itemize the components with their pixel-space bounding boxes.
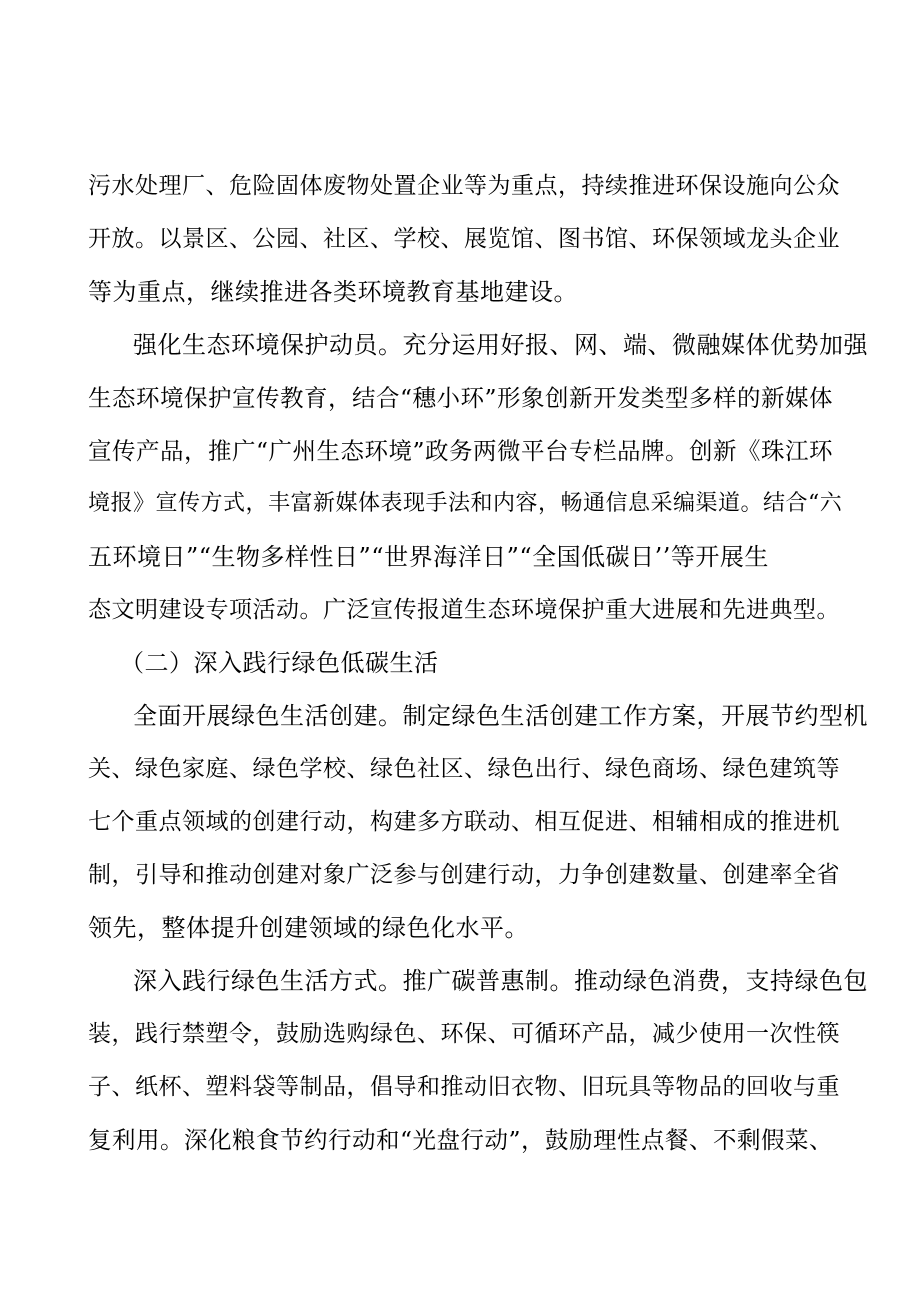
paragraph-3-line-2: 关、绿色家庭、绿色学校、绿色社区、绿色出行、绿色商场、绿色建筑等	[88, 756, 840, 782]
paragraph-3-line-1: 全面开展绿色生活创建。制定绿色生活创建工作方案，开展节约型机	[133, 702, 868, 730]
paragraph-1-line-3: 等为重点，继续推进各类环境教育基地建设。	[88, 278, 578, 306]
paragraph-2-line-4: 境报》宣传方式，丰富新媒体表现手法和内容，畅通信息采编渠道。结合“六	[88, 491, 843, 516]
paragraph-2-line-2: 生态环境保护宣传教育，结合“穗小环”形象创新开发类型多样的新媒体	[88, 384, 834, 412]
paragraph-3-line-4: 制，引导和推动创建对象广泛参与创建行动，力争创建数量、创建率全省	[88, 862, 840, 888]
paragraph-1-line-2: 开放。以景区、公园、社区、学校、展览馆、图书馆、环保领域龙头企业	[88, 226, 840, 252]
paragraph-2-line-3: 宣传产品，推广“广州生态环境”政务两微平台专栏品牌。创新《珠江环	[88, 437, 834, 465]
paragraph-4-line-4: 复利用。深化粮食节约行动和“光盘行动”，鼓励理性点餐、不剩假菜、	[88, 1126, 834, 1154]
paragraph-3-line-5: 领先，整体提升创建领域的绿色化水平。	[88, 914, 529, 942]
paragraph-4-line-2: 装，践行禁塑令，鼓励选购绿色、环保、可循环产品，减少使用一次性筷	[88, 1021, 840, 1047]
section-heading: （二）深入践行绿色低碳生活	[120, 649, 439, 677]
paragraph-2-line-5: 五环境日”“生物多样性日”“世界海洋日”“全国低碳日’’等开展生	[88, 543, 769, 571]
paragraph-3-line-3: 七个重点领域的创建行动，构建多方联动、相互促进、相辅相成的推进机	[88, 809, 840, 835]
paragraph-1-line-1: 污水处理厂、危险固体废物处置企业等为重点，持续推进环保设施向公众	[88, 173, 840, 199]
paragraph-4-line-1: 深入践行绿色生活方式。推广碳普惠制。推动绿色消费，支持绿色包	[133, 967, 868, 995]
paragraph-4-line-3: 子、纸杯、塑料袋等制品，倡导和推动旧衣物、旧玩具等物品的回收与重	[88, 1074, 840, 1100]
paragraph-2-line-1: 强化生态环境保护动员。充分运用好报、网、端、微融媒体优势加强	[133, 331, 868, 359]
paragraph-2-line-6: 态文明建设专项活动。广泛宣传报道生态环境保护重大进展和先进典型。	[88, 597, 840, 623]
